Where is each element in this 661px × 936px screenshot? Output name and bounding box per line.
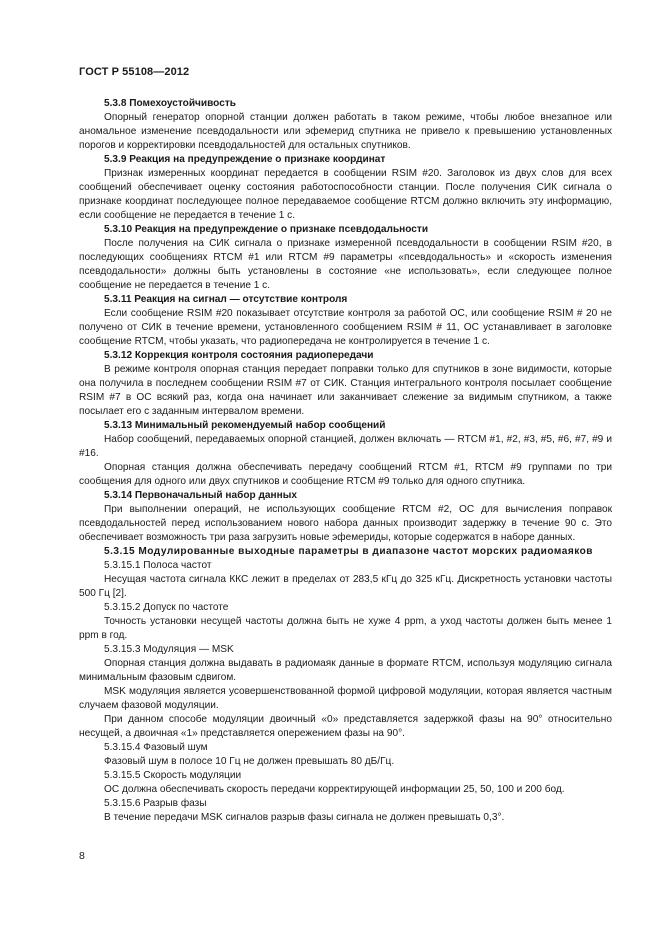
- body-paragraph: После получения на СИК сигнала о признаке измеренной псевдодальности в сообщении RSIM #20, в последующих сообщениях RTCM #1 или RTCM #9 параметры «псевдодальность» и «скорость изменения псевдодальности» должны быть установлены в состояние «не использовать», если следующее полное сообщение не передается в течение 1 с.: [79, 238, 612, 291]
- body-paragraph: В течение передачи MSK сигналов разрыв фазы сигнала не должен превышать 0,3°.: [104, 812, 505, 823]
- subsection-heading: 5.3.15.6 Разрыв фазы: [104, 798, 207, 809]
- section-heading: 5.3.14 Первоначальный набор данных: [104, 490, 297, 501]
- section-heading: 5.3.9 Реакция на предупреждение о признаке координат: [104, 154, 386, 165]
- subsection-heading: 5.3.15.5 Скорость модуляции: [104, 770, 242, 781]
- body-paragraph: MSK модуляция является усовершенствованной формой цифровой модуляции, которая является частным случаем фазовой модуляции.: [79, 686, 612, 711]
- body-paragraph: Опорный генератор опорной станции должен работать в таком режиме, чтобы любое внезапное или аномальное изменение псевдодальности или эфемерид спутника не привело к превышению установленных порогов и корректировки псевдодальностей для остальных спутников.: [79, 112, 612, 151]
- body-paragraph: При выполнении операций, не использующих сообщение RTCM #2, ОС для вычисления поправок псевдодальностей перед использованием нового набора данных производит задержку в течение 90 с. Это обеспечивает возможность три раза загрузить новые эфемериды, которые содержатся в наборе данных.: [79, 504, 612, 543]
- subsection-heading: 5.3.15.1 Полоса частот: [104, 560, 212, 571]
- body-paragraph: Несущая частота сигнала ККС лежит в пределах от 283,5 кГц до 325 кГц. Дискретность установки частоты 500 Гц [2].: [79, 574, 612, 599]
- page-number: 8: [79, 850, 85, 862]
- body-paragraph: ОС должна обеспечивать скорость передачи корректирующей информации 25, 50, 100 и 200 бод.: [104, 784, 565, 795]
- section-heading: 5.3.8 Помехоустойчивость: [104, 98, 236, 109]
- document-header: ГОСТ Р 55108—2012: [79, 66, 190, 78]
- subsection-heading: 5.3.15.2 Допуск по частоте: [104, 602, 229, 613]
- body-paragraph: При данном способе модуляции двоичный «0» представляется задержкой фазы на 90° относительно несущей, а двоичная «1» представляется опережением фазы на 90°.: [79, 714, 612, 739]
- section-heading: 5.3.15 Модулированные выходные параметры в диапазоне частот морских радиомаяков: [104, 546, 593, 557]
- section-heading: 5.3.13 Минимальный рекомендуемый набор сообщений: [104, 420, 386, 431]
- section-heading: 5.3.10 Реакция на предупреждение о признаке псевдодальности: [104, 224, 429, 235]
- body-paragraph: Опорная станция должна выдавать в радиомаяк данные в формате RTCM, используя модуляцию сигнала минимальным фазовым сдвигом.: [79, 658, 612, 683]
- body-paragraph: Набор сообщений, передаваемых опорной станцией, должен включать — RTCM #1, #2, #3, #5, #6, #7, #9 и #16.: [79, 434, 612, 459]
- section-heading: 5.3.11 Реакция на сигнал — отсутствие контроля: [104, 294, 348, 305]
- section-heading: 5.3.12 Коррекция контроля состояния радиопередачи: [104, 350, 374, 361]
- subsection-heading: 5.3.15.4 Фазовый шум: [104, 742, 208, 753]
- body-paragraph: Признак измеренных координат передается в сообщении RSIM #20. Заголовок из двух слов для всех сообщений обеспечивает оценку состояния работоспособности станции. После получения СИК сигнала о признаке координат последующее полное передаваемое сообщение RTCM должно включить эту информацию, если сообщение не передается в течение 1 с.: [79, 168, 612, 221]
- body-paragraph: Если сообщение RSIM #20 показывает отсутствие контроля за работой ОС, или сообщение RSIM # 20 не получено от СИК в течение времени, установленного сообщением RSIM # 11, ОС устанавливает в заголовке сообщение RTCM, чтобы указать, что радиопередача не контролируется в течение 1 с.: [79, 308, 612, 347]
- body-paragraph: Фазовый шум в полосе 10 Гц не должен превышать 80 дБ/Гц.: [104, 756, 395, 767]
- body-paragraph: Точность установки несущей частоты должна быть не хуже 4 ppm, а уход частоты должен быть менее 1 ppm в год.: [79, 616, 612, 641]
- document-body: [79, 97, 612, 825]
- subsection-heading: 5.3.15.3 Модуляция — MSK: [104, 644, 234, 655]
- body-paragraph: В режиме контроля опорная станция передает поправки только для спутников в зоне видимости, которые она получила в последнем сообщении RSIM #7 от СИК. Станция интегрального контроля посылает сообщение RSIM #7 в ОС всякий раз, когда она начинает или заканчивает слежение за видимым спутником, а также посылает его с заданным интервалом времени.: [79, 364, 612, 417]
- body-paragraph: Опорная станция должна обеспечивать передачу сообщений RTCM #1, RTCM #9 группами по три сообщения для одного или двух спутников и сообщение RTCM #9 только для одного спутника.: [79, 462, 612, 487]
